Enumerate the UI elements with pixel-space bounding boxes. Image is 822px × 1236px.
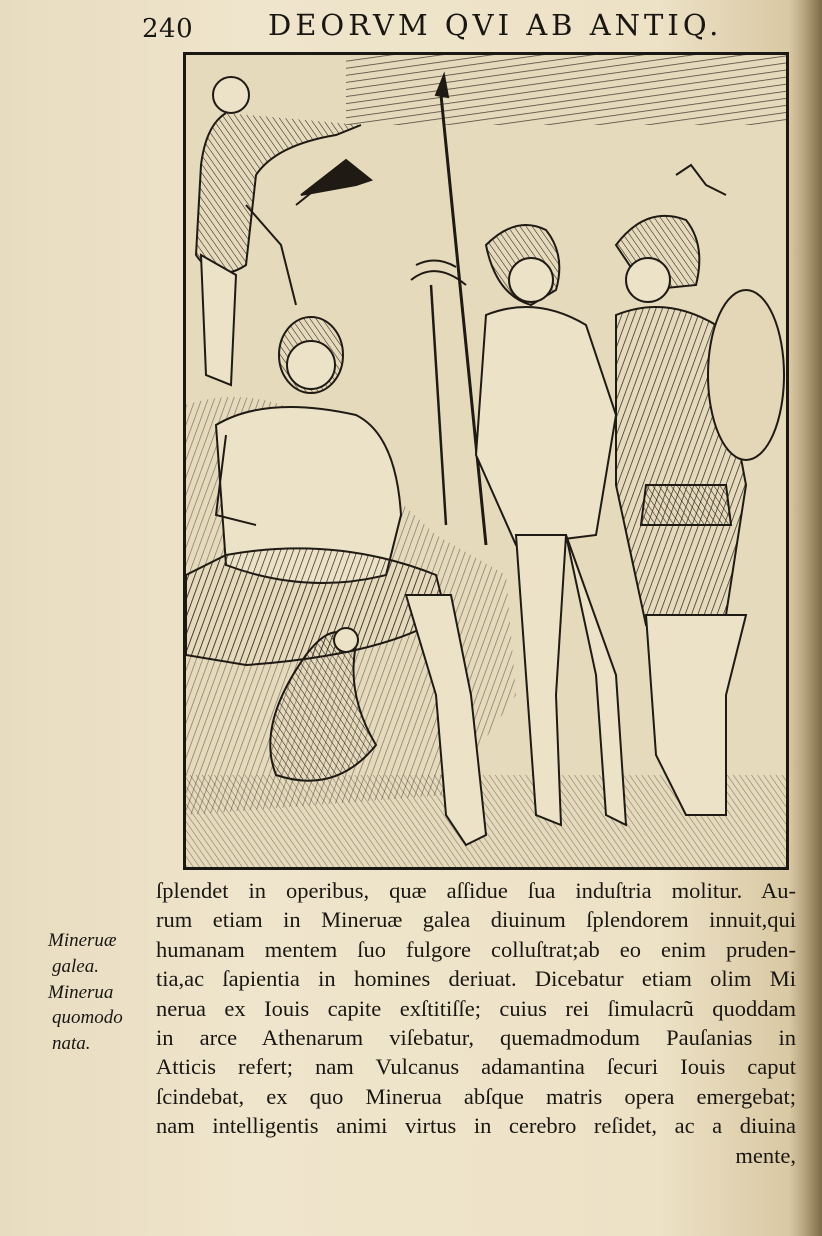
margin-note: quomodo <box>52 1007 123 1029</box>
running-title: DEORVM QVI AB ANTIQ. <box>268 8 723 42</box>
text-line: Atticis refert; nam Vulcanus adamantina ſecuri Iouis caput <box>156 1054 796 1080</box>
margin-note: Mineruæ <box>48 930 117 951</box>
text-line: nam intelligentis animi virtus in cerebro reſidet, ac a diuina <box>156 1113 796 1139</box>
text-line: nerua ex Iouis capite exſtitiſſe; cuius rei ſimulacrũ quoddam <box>156 995 796 1021</box>
margin-note: galea. <box>52 955 99 977</box>
text-line: humanam mentem ſuo fulgore colluſtrat;ab eo enim pruden- <box>156 936 796 962</box>
text-line: tia,ac ſapientia in homines deriuat. Dicebatur etiam olim Mi <box>156 966 796 992</box>
text-line: in arce Athenarum viſebatur, quemadmodum Pauſanias in <box>156 1025 796 1051</box>
page-number: 240 <box>142 14 194 44</box>
woodcut-illustration <box>183 52 789 870</box>
text-line: rum etiam in Mineruæ galea diuinum ſplendorem innuit,qui <box>156 907 796 933</box>
marginal-notes <box>48 928 152 1057</box>
text-line: ſplendet in operibus, quæ aſſidue ſua induſtria molitur. Au- <box>156 878 796 903</box>
text-line-catchword: mente, <box>735 1142 796 1168</box>
text-line: ſcindebat, ex quo Minerua abſque matris opera emergebat; <box>156 1083 796 1109</box>
margin-note: nata. <box>52 1033 91 1055</box>
woodcut-engraving <box>186 55 786 867</box>
page-edge <box>804 0 822 1236</box>
body-text <box>156 876 796 1170</box>
margin-note: Minerua <box>48 981 114 1003</box>
